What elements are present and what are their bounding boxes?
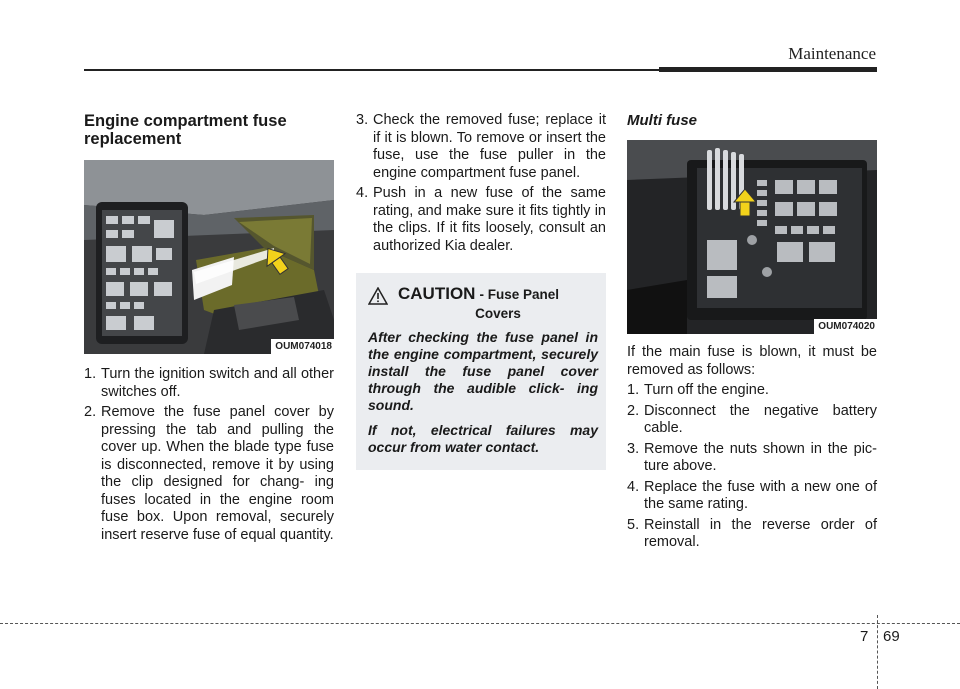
sub-heading: Multi fuse xyxy=(627,112,697,129)
footer-rule xyxy=(0,623,960,624)
left-column xyxy=(84,112,334,547)
photo-caption: OUM074018 xyxy=(271,339,334,354)
list-item: 5. Reinstall in the reverse order of removal. xyxy=(627,516,877,550)
section-title: Maintenance xyxy=(788,44,876,63)
photo-caption: OUM074020 xyxy=(814,319,877,334)
right-column xyxy=(627,112,877,555)
intro-text: If the main fuse is blown, it must be removed as follows: xyxy=(627,344,877,378)
caution-text: If not, electrical failures may occur from water contact. xyxy=(368,422,598,455)
steps-list xyxy=(84,366,334,544)
list-item: 3. Check the removed fuse; replace it if it is blown. To remove or insert the fuse, use the fuse puller in the engine compartment fuse panel. xyxy=(356,112,606,181)
caution-subtitle-cont: Covers xyxy=(475,305,521,321)
header-rule-accent xyxy=(659,67,877,72)
header-rule xyxy=(84,69,659,71)
footer-divider xyxy=(877,615,878,689)
list-item: 2. Remove the fuse panel cover by pressing the tab and pulling the cover up. When the blade type fuse is disconnected, remove it by using the clip designed for chang- ing fuses located in the engine room fuse box. Upon removal, securely insert reserve fuse of equal quantity. xyxy=(84,404,334,543)
list-item: 2. Disconnect the negative battery cable. xyxy=(627,402,877,436)
caution-box xyxy=(356,273,606,470)
chapter-number: 7 xyxy=(860,628,869,645)
caution-title: CAUTION xyxy=(398,284,476,303)
middle-column xyxy=(356,112,606,470)
caution-text: After checking the fuse panel in the engine compartment, securely install the fuse panel cover through the audible click- ing sound. xyxy=(368,329,598,413)
multi-fuse-photo xyxy=(627,140,877,334)
caution-subtitle: - Fuse Panel xyxy=(479,287,560,302)
list-item: 4. Replace the fuse with a new one of the same rating. xyxy=(627,478,877,512)
page-number: 69 xyxy=(883,628,900,645)
list-item: 3. Remove the nuts shown in the pic- ture above. xyxy=(627,440,877,474)
list-item: 4. Push in a new fuse of the same rating, and make sure it fits tightly in the clips. If it fits loosely, consult an authorized Kia dealer. xyxy=(356,185,606,254)
warning-triangle-icon xyxy=(368,287,388,305)
engine-compartment-photo xyxy=(84,160,334,354)
list-item: 1. Turn the ignition switch and all other switches off. xyxy=(84,366,334,400)
section-heading: Engine compartment fuse replacement xyxy=(84,112,287,148)
steps-list xyxy=(627,382,877,552)
list-item: 1. Turn off the engine. xyxy=(627,382,769,398)
steps-list xyxy=(356,112,606,255)
